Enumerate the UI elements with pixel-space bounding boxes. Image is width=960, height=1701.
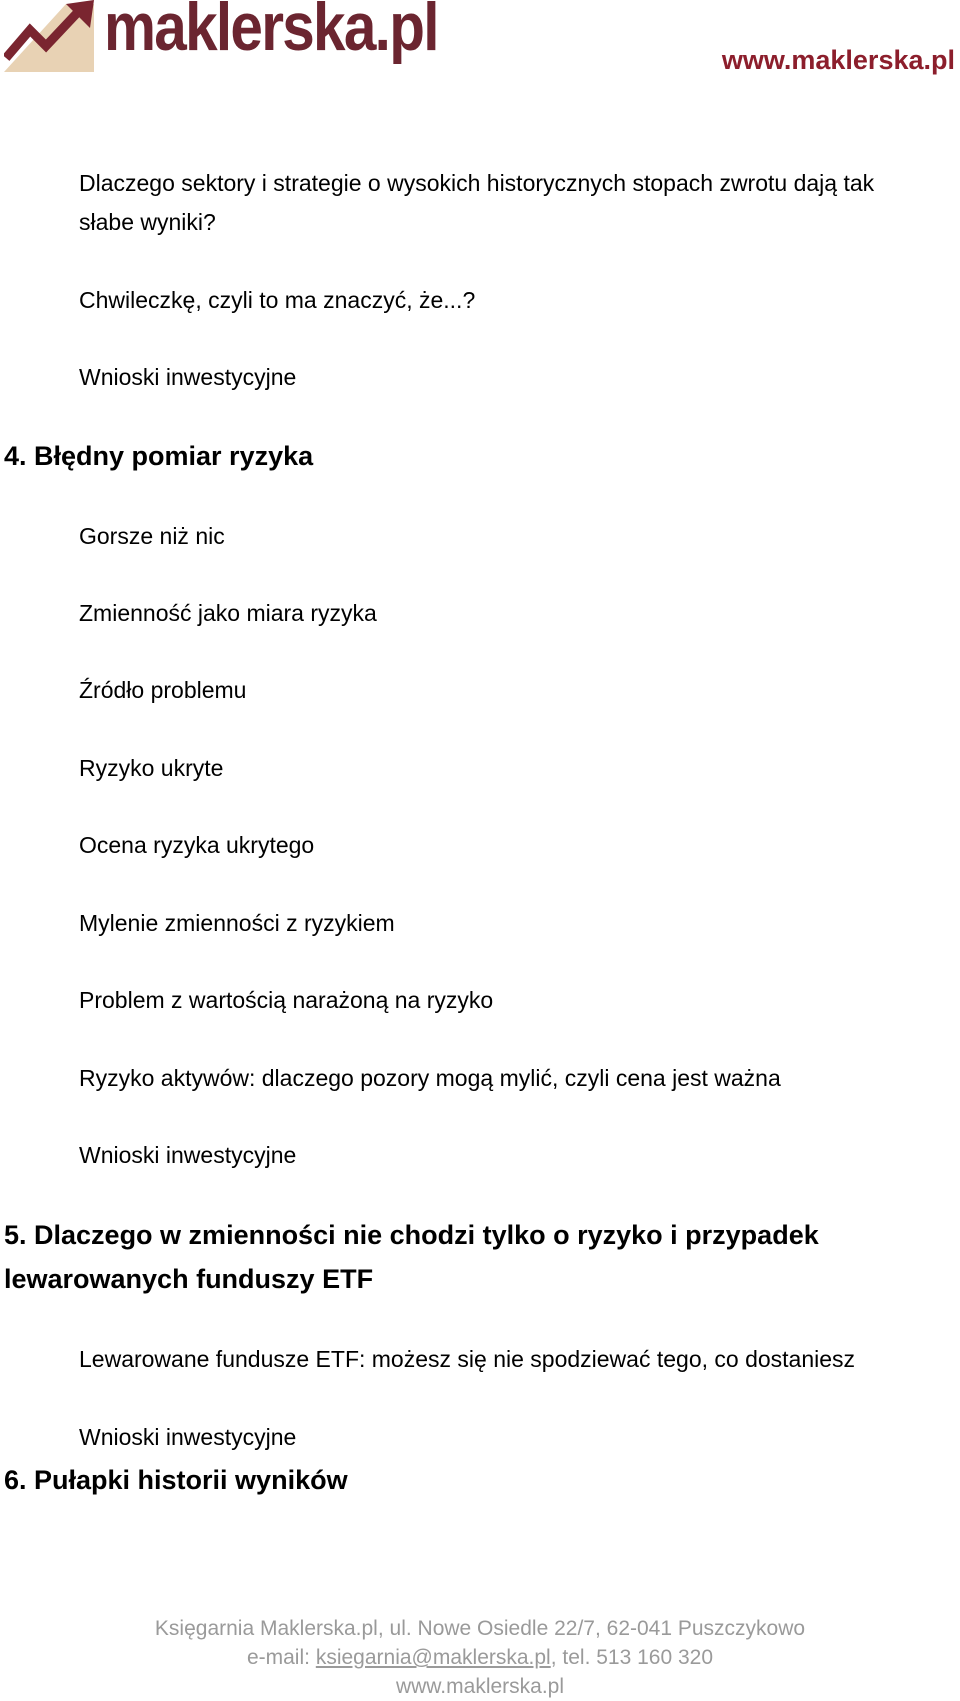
- footer-address: Księgarnia Maklerska.pl, ul. Nowe Osiedle 22/7, 62-041 Puszczykowo: [154, 1617, 806, 1640]
- footer-contact: [0, 1643, 960, 1672]
- toc-entry: Dlaczego sektory i strategie o wysokich historycznych stopach zwrotu dają tak: [79, 170, 875, 196]
- toc-entry: Wnioski inwestycyjne: [79, 1424, 297, 1450]
- toc-entry: Gorsze niż nic: [79, 523, 225, 549]
- toc-entry: Ocena ryzyka ukrytego: [79, 832, 315, 858]
- footer-email-label: e-mail:: [246, 1646, 316, 1669]
- section-heading: 4. Błędny pomiar ryzyka: [4, 441, 314, 471]
- toc-entry: Chwileczkę, czyli to ma znaczyć, że...?: [79, 287, 476, 313]
- toc-entry: Wnioski inwestycyjne: [79, 1142, 297, 1168]
- toc-entry: Mylenie zmienności z ryzykiem: [79, 910, 395, 936]
- footer-website[interactable]: www.maklerska.pl: [395, 1675, 565, 1698]
- logo-wordmark[interactable]: maklerska.pl: [104, 0, 438, 65]
- toc-entry: Ryzyko ukryte: [79, 755, 224, 781]
- toc-entry: Wnioski inwestycyjne: [79, 364, 297, 390]
- footer-email-link[interactable]: ksiegarnia@maklerska.pl: [315, 1646, 551, 1669]
- footer-phone: , tel. 513 160 320: [550, 1646, 714, 1669]
- toc-entry: Zmienność jako miara ryzyka: [79, 600, 377, 626]
- toc-entry: Lewarowane fundusze ETF: możesz się nie spodziewać tego, co dostaniesz: [79, 1346, 856, 1372]
- page-footer: [0, 1614, 960, 1701]
- section-heading: lewarowanych funduszy ETF: [4, 1264, 374, 1294]
- toc-entry: Problem z wartością narażoną na ryzyko: [79, 987, 494, 1013]
- logo-chart-arrow-icon: [4, 0, 94, 74]
- toc-entry: słabe wyniki?: [79, 209, 216, 235]
- toc-entry: Źródło problemu: [79, 677, 247, 703]
- section-heading: 5. Dlaczego w zmienności nie chodzi tylko o ryzyko i przypadek: [4, 1220, 819, 1250]
- site-url[interactable]: www.maklerska.pl: [721, 45, 955, 75]
- section-heading: 6. Pułapki historii wyników: [4, 1465, 348, 1495]
- toc-entry: Ryzyko aktywów: dlaczego pozory mogą mylić, czyli cena jest ważna: [79, 1065, 781, 1091]
- page-header: [0, 0, 960, 90]
